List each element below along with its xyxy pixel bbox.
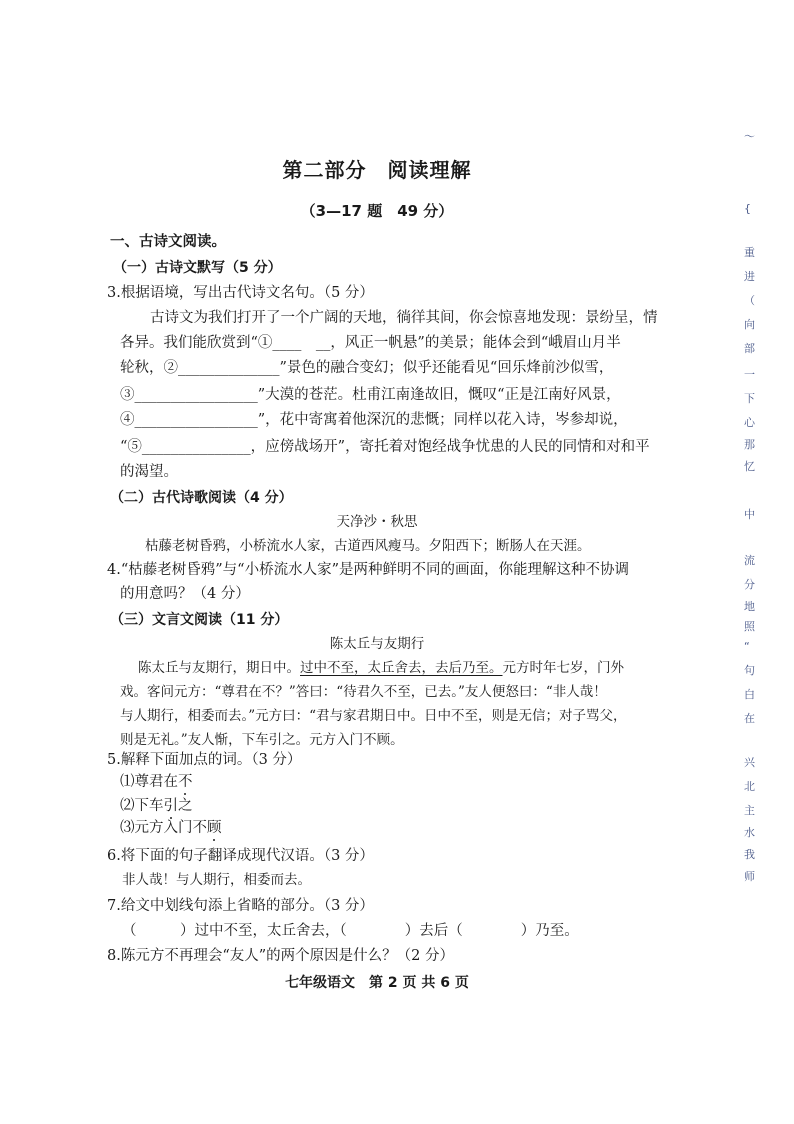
margin-mark: 中 [744,508,755,521]
margin-mark: 分 [744,578,755,591]
margin-mark: 流 [744,554,755,567]
q6-stem: 6.将下面的句子翻译成现代汉语。（3 分） [107,848,374,864]
classical-text-part: 元方时年七岁，门外 [502,660,624,676]
classical-text-line-3: 与人期行，相委而去。”元方曰：“君与家君期日中。日中不至，则是无信；对子骂父， [120,708,627,724]
q3-line-6: “⑤_______________，应傍战场开”，寄托着对饱经战争忧患的人民的同情和对和平 [120,439,650,455]
q5-stem: 5.解释下面加点的词。（3 分） [107,752,302,768]
underlined-sentence: 过中不至，太丘舍去，去后乃至。 [300,660,503,676]
margin-mark: 下 [744,392,755,405]
page-footer: 七年级语文 第 2 页 共 6 页 [285,975,469,991]
q7-fill-line: （ ）过中不至，太丘舍去，（ ）去后（ ）乃至。 [122,923,579,939]
q3-line-1: 古诗文为我们打开了一个广阔的天地，徜徉其间，你会惊喜地发现：景纷呈，情 [150,310,658,326]
margin-mark: 地 [744,600,755,613]
poem-title: 天净沙・秋思 [336,514,418,530]
poem-text: 枯藤老树昏鸦，小桥流水人家，古道西风瘦马。夕阳西下；断肠人在天涯。 [145,538,591,554]
margin-mark: 向 [744,318,755,331]
margin-mark: { [744,202,751,215]
page-title: 第二部分 阅读理解 [282,158,472,182]
q3-line-4: ③_________________”大漠的苍茫。杜甫江南逢故旧，慨叹“正是江南好风景， [120,387,621,403]
classical-text-line-2: 戏。客问元方：“尊君在不？”答曰：“待君久不至，已去。”友人便怒曰：“非人哉！ [120,684,607,700]
margin-mark: 兴 [744,756,755,769]
section1-heading: 一、古诗文阅读。 [110,234,226,250]
q5-item-text: ⑵下车 [120,798,164,814]
margin-mark: 一 [744,368,755,381]
q4-line-2: 的用意吗？（4 分） [120,586,250,602]
q5-item-text: 之 [178,798,193,814]
q5-item-1 [120,772,193,792]
margin-mark: 心 [744,416,755,429]
margin-mark: 那 [744,438,755,451]
q7-stem: 7.给文中划线句添上省略的部分。（3 分） [107,898,374,914]
margin-mark: 北 [744,780,755,793]
classical-text-title: 陈太丘与友期行 [329,636,425,652]
margin-mark: 〜 [744,130,755,143]
part2-heading: （二）古代诗歌阅读（4 分） [110,490,293,506]
q4-line-1: 4.“枯藤老树昏鸦”与“小桥流水人家”是两种鲜明不同的画面，你能理解这种不协调 [107,562,629,578]
dotted-word: 顾 [207,820,222,836]
q3-line-7: 的渴望。 [120,464,178,480]
margin-mark: 句 [744,664,755,677]
q5-item-text: ⑶元方入门不 [120,820,207,836]
page-subtitle: （3—17 题 49 分） [300,202,454,220]
q5-item-2 [120,796,193,816]
margin-mark: 在 [744,712,755,725]
margin-mark: 照 [744,620,755,633]
margin-mark: 忆 [744,460,755,473]
margin-mark: 主 [744,804,755,817]
margin-mark: 师 [744,870,755,883]
classical-text-part: 陈太丘与友期行，期日中。 [138,660,300,676]
q3-line-3: 轮秋，②______________”景色的融合变幻；似乎还能看见“回乐烽前沙似雪， [120,360,614,376]
q3-line-2: 各异。我们能欣赏到“①____ __，风正一帆悬”的美景；能体会到“峨眉山月半 [120,335,621,351]
q3-line-5: ④_________________”，花中寄寓着他深沉的悲慨；同样以花入诗，岑参却说， [120,412,628,428]
margin-mark: 我 [744,848,755,861]
classical-text-line-4: 则是无礼。”友人惭，下车引之。元方入门不顾。 [120,732,404,748]
margin-mark: “ [744,640,750,653]
q3-stem: 3.根据语境，写出古代诗文名句。（5 分） [107,285,374,301]
part1-heading: （一）古诗文默写（5 分） [113,260,282,276]
classical-text-line-1 [138,658,624,678]
q5-item-3 [120,818,222,838]
dotted-word: 引 [163,798,178,814]
margin-mark: 重 [744,246,755,259]
margin-mark: 白 [744,688,755,701]
q6-sentence: 非人哉！与人期行，相委而去。 [122,872,311,888]
dotted-word: 不 [178,774,193,790]
margin-mark: 水 [744,826,755,839]
q5-item-text: ⑴尊君在 [120,774,178,790]
part3-heading: （三）文言文阅读（11 分） [110,612,289,628]
margin-mark: 部 [744,342,755,355]
margin-mark: 进 [744,270,755,283]
q8-stem: 8.陈元方不再理会“友人”的两个原因是什么？（2 分） [107,948,454,964]
margin-mark: （ [744,294,755,307]
